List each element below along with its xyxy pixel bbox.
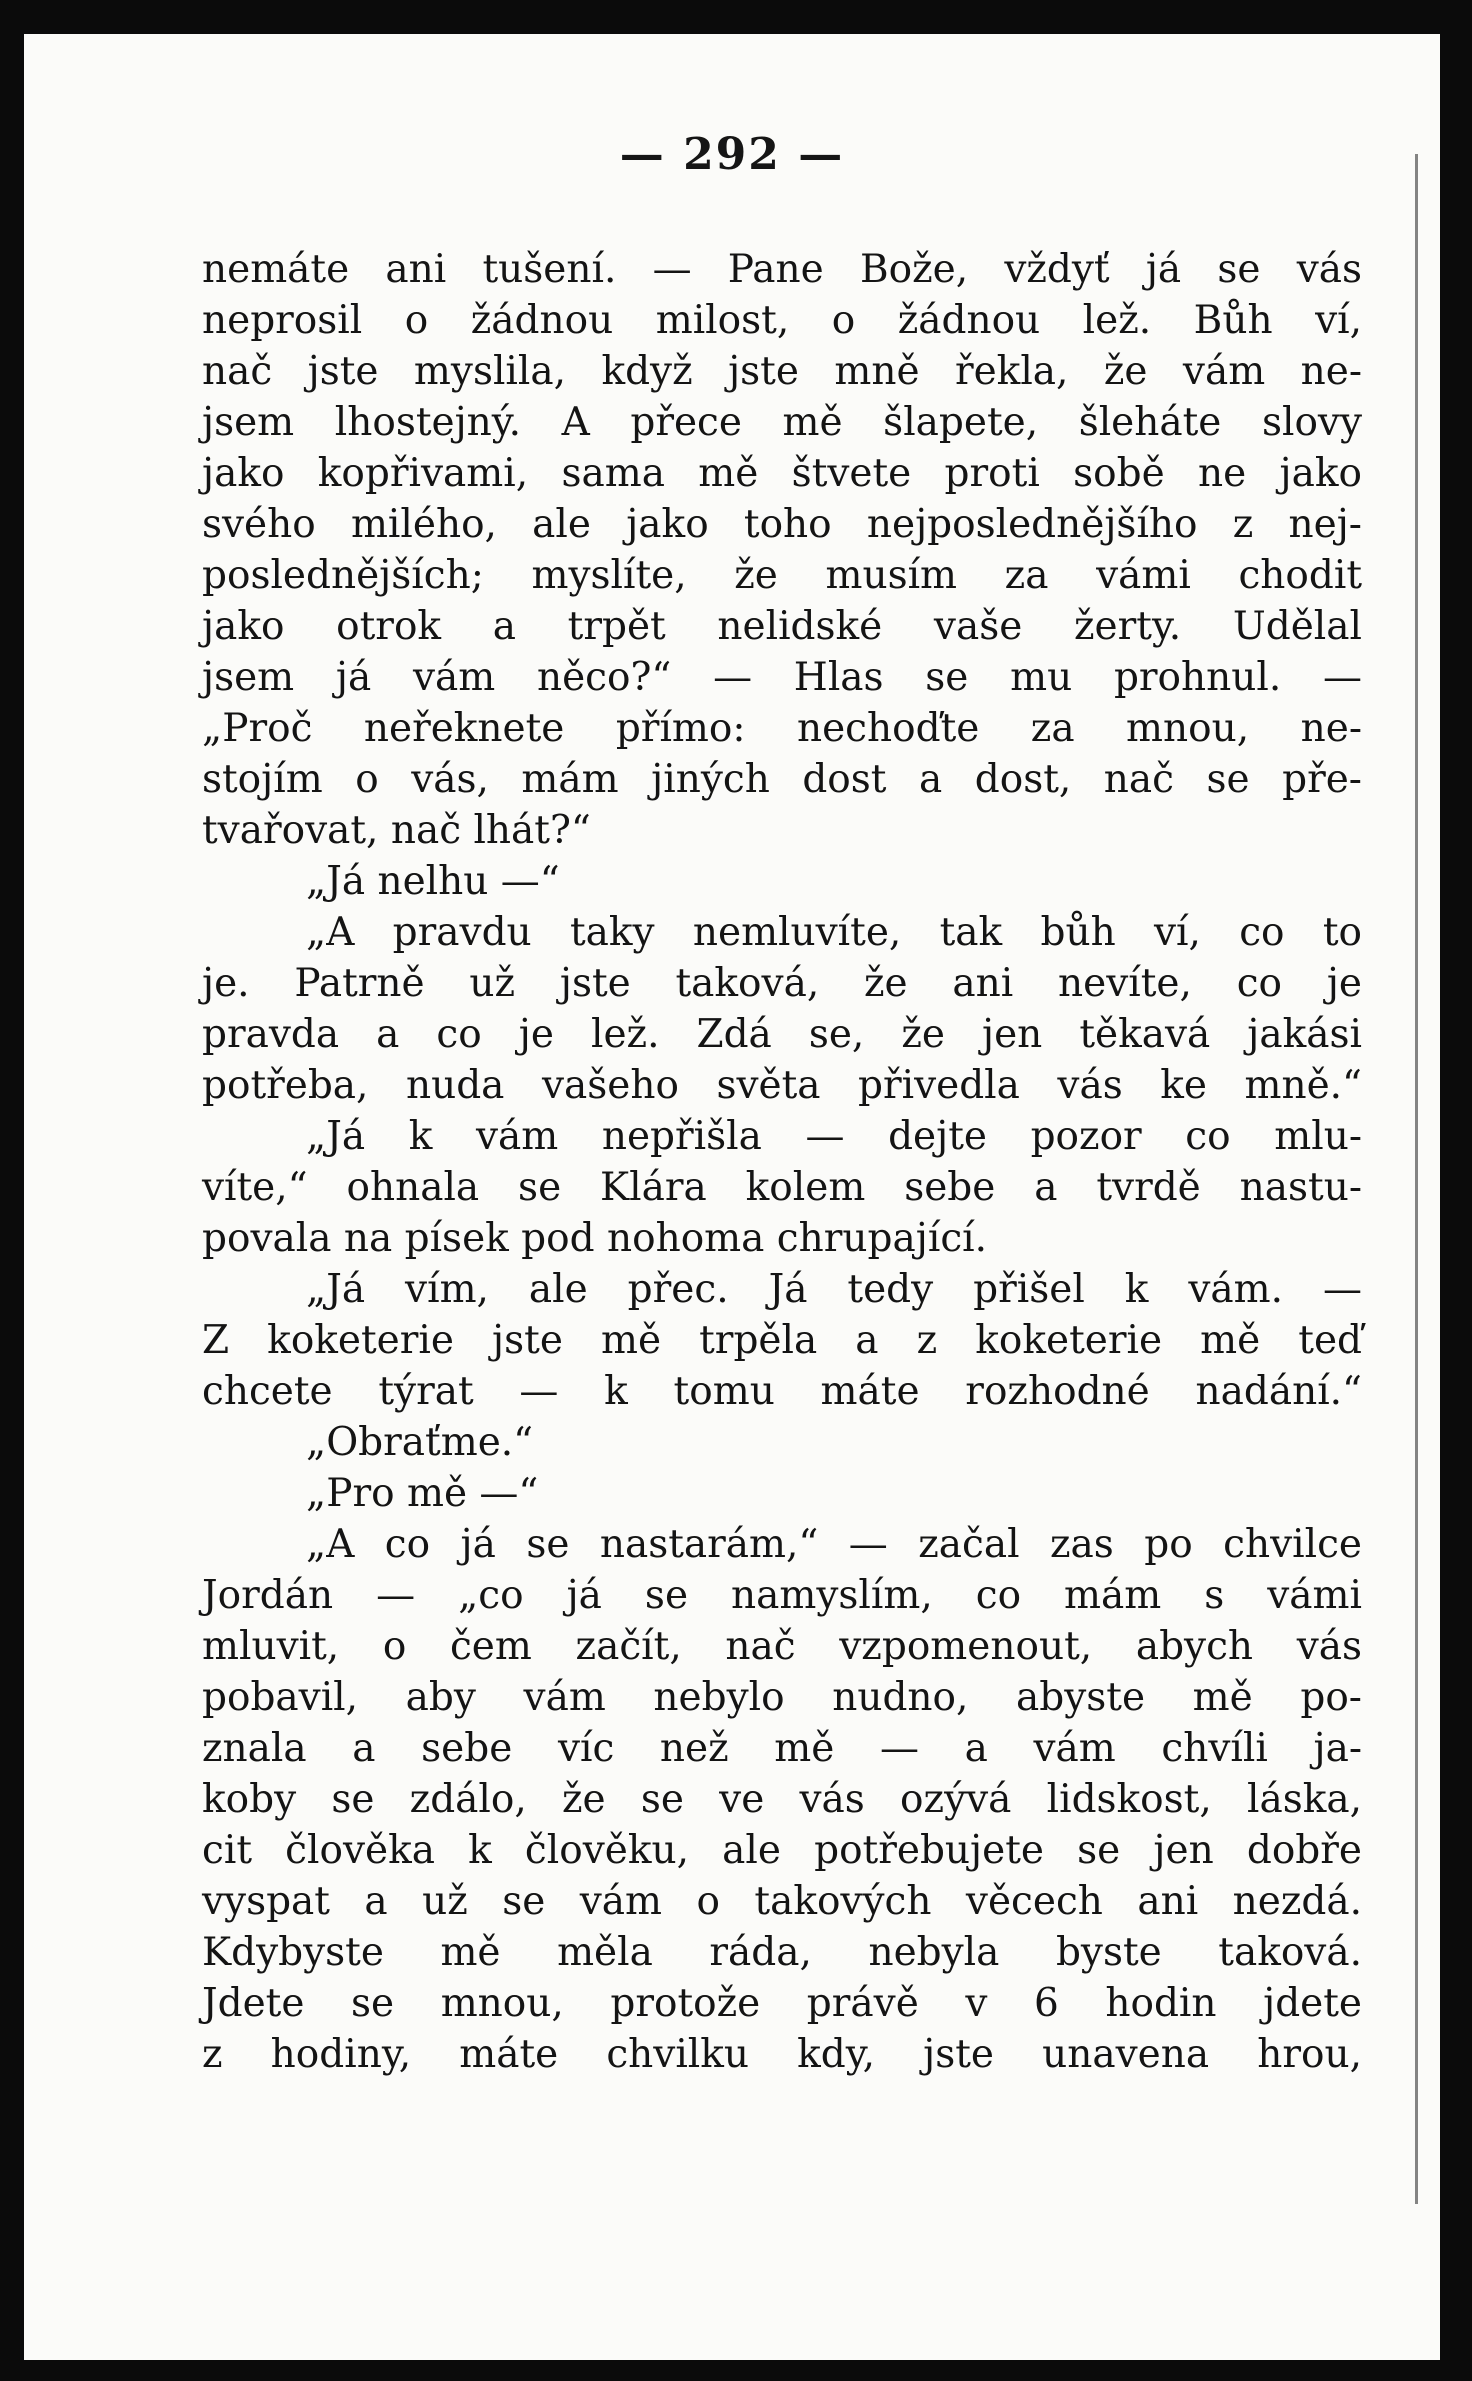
text-line: víte,“ ohnala se Klára kolem sebe a tvrdě nastu- bbox=[202, 1165, 1362, 1210]
text-line: „A co já se nastarám,“ — začal zas po chvilce bbox=[306, 1522, 1362, 1567]
book-page bbox=[24, 34, 1440, 2360]
text-line: pravda a co je lež. Zdá se, že jen těkavá jakási bbox=[202, 1012, 1362, 1057]
text-line: svého milého, ale jako toho nejposlednějšího z nej- bbox=[202, 502, 1362, 547]
text-line: jsem já vám něco?“ — Hlas se mu prohnul. — bbox=[202, 655, 1362, 700]
text-line: nemáte ani tušení. — Pane Bože, vždyť já se vás bbox=[202, 247, 1362, 292]
text-line: je. Patrně už jste taková, že ani nevíte, co je bbox=[202, 961, 1362, 1006]
text-line: jako otrok a trpět nelidské vaše žerty. Udělal bbox=[202, 604, 1362, 649]
text-line: nač jste myslila, když jste mně řekla, že vám ne- bbox=[202, 349, 1362, 394]
text-line: cit člověka k člověku, ale potřebujete se jen dobře bbox=[202, 1828, 1362, 1873]
text-line: povala na písek pod nohoma chrupající. bbox=[202, 1216, 988, 1261]
text-line: Jdete se mnou, protože právě v 6 hodin jdete bbox=[202, 1981, 1362, 2026]
text-line: neprosil o žádnou milost, o žádnou lež. Bůh ví, bbox=[202, 298, 1362, 343]
text-line: Z koketerie jste mě trpěla a z koketerie mě teď bbox=[202, 1318, 1362, 1363]
text-line: „A pravdu taky nemluvíte, tak bůh ví, co to bbox=[306, 910, 1362, 955]
text-line: stojím o vás, mám jiných dost a dost, nač se pře- bbox=[202, 757, 1362, 802]
text-line: chcete týrat — k tomu máte rozhodné nadání.“ bbox=[202, 1369, 1362, 1414]
page-number: — 292 — bbox=[619, 129, 845, 180]
text-line: jako kopřivami, sama mě štvete proti sobě ne jako bbox=[202, 451, 1362, 496]
text-line: „Proč neřeknete přímo: nechoďte za mnou, ne- bbox=[202, 706, 1362, 751]
text-line: „Já vím, ale přec. Já tedy přišel k vám. — bbox=[306, 1267, 1362, 1312]
text-line: jsem lhostejný. A přece mě šlapete, šleháte slovy bbox=[202, 400, 1362, 445]
text-line: znala a sebe víc než mě — a vám chvíli ja- bbox=[202, 1726, 1362, 1771]
text-line: z hodiny, máte chvilku kdy, jste unavena hrou, bbox=[202, 2032, 1362, 2077]
text-line: „Pro mě —“ bbox=[306, 1471, 539, 1516]
text-line: pobavil, aby vám nebylo nudno, abyste mě po- bbox=[202, 1675, 1362, 1720]
text-line: Jordán — „co já se namyslím, co mám s vámi bbox=[202, 1573, 1362, 1618]
text-line: „Já nelhu —“ bbox=[306, 859, 560, 904]
text-line: koby se zdálo, že se ve vás ozývá lidskost, láska, bbox=[202, 1777, 1362, 1822]
text-line: tvařovat, nač lhát?“ bbox=[202, 808, 591, 853]
text-line: mluvit, o čem začít, nač vzpomenout, abych vás bbox=[202, 1624, 1362, 1669]
text-line: vyspat a už se vám o takových věcech ani nezdá. bbox=[202, 1879, 1362, 1924]
page-edge-line bbox=[1415, 154, 1418, 2204]
text-line: „Já k vám nepřišla — dejte pozor co mlu- bbox=[306, 1114, 1362, 1159]
body-text bbox=[202, 244, 1362, 2080]
text-line: „Obraťme.“ bbox=[306, 1420, 534, 1465]
text-line: potřeba, nuda vašeho světa přivedla vás ke mně.“ bbox=[202, 1063, 1362, 1108]
text-line: Kdybyste mě měla ráda, nebyla byste taková. bbox=[202, 1930, 1362, 1975]
text-line: poslednějších; myslíte, že musím za vámi chodit bbox=[202, 553, 1362, 598]
